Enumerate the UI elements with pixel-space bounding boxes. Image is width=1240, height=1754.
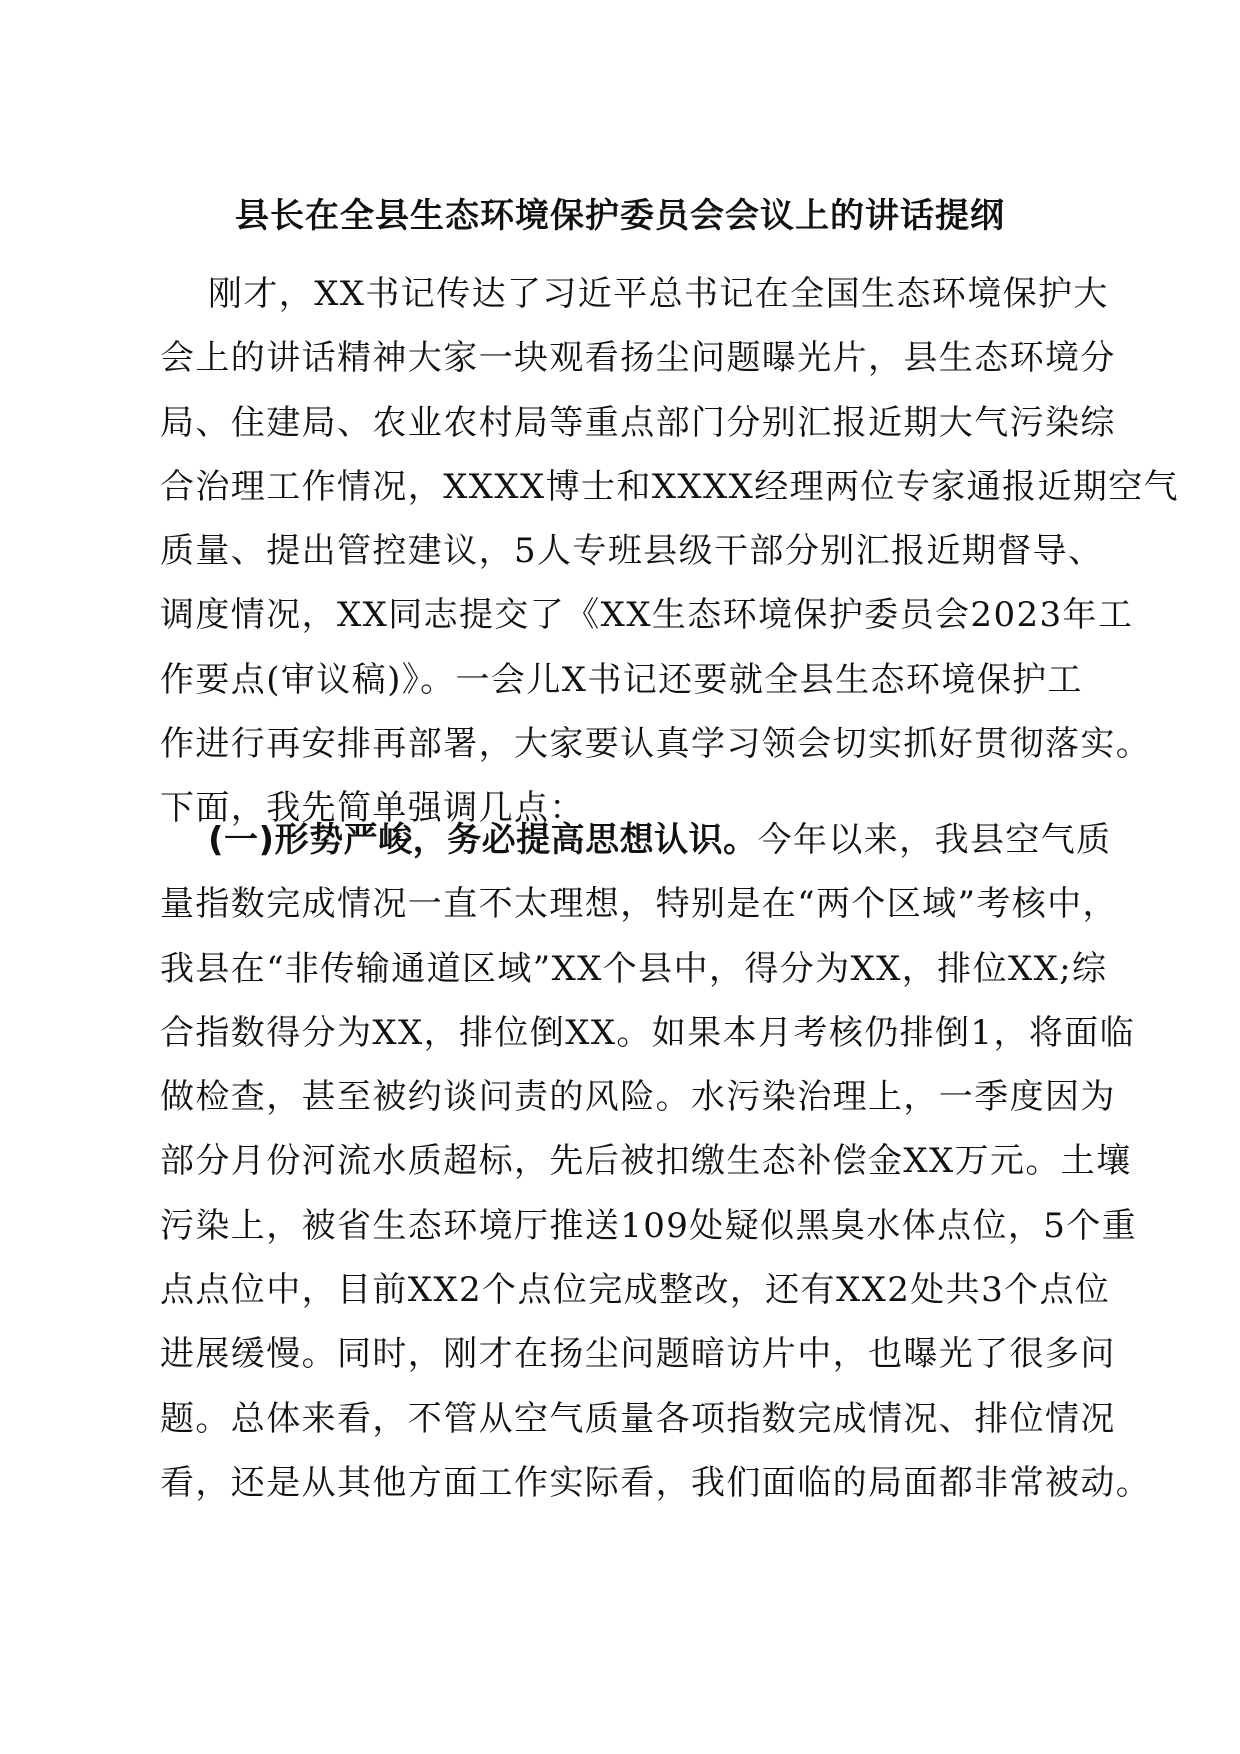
paragraph-line: 作进行再安排再部署，大家要认真学习领会切实抓好贯彻落实。 — [160, 724, 1152, 765]
paragraph-line: 会上的讲话精神大家一块观看扬尘问题曝光片，县生态环境分 — [160, 338, 1116, 379]
paragraph-line: 量指数完成情况一直不太理想，特别是在“两个区域”考核中， — [160, 884, 1118, 925]
paragraph-line: 下面，我先简单强调几点： — [160, 788, 585, 829]
paragraph-line: 点点位中，目前XX2个点位完成整改，还有XX2处共3个点位 — [160, 1270, 1111, 1311]
paragraph-line: 刚才，XX书记传达了习近平总书记在全国生态环境保护大 — [208, 274, 1109, 314]
paragraph-line: 进展缓慢。同时，刚才在扬尘问题暗访片中，也曝光了很多问 — [160, 1334, 1116, 1375]
section-first-line — [160, 808, 1112, 872]
paragraph-line: 我县在“非传输通道区域”XX个县中，得分为XX，排位XX;综 — [160, 948, 1108, 989]
paragraph-line: 看，还是从其他方面工作实际看，我们面临的局面都非常被动。 — [160, 1462, 1152, 1503]
document-title: 县长在全县生态环境保护委员会会议上的讲话提纲 — [235, 196, 1005, 236]
paragraph-line: 合指数得分为XX，排位倒XX。如果本月考核仍排倒1，将面临 — [160, 1012, 1136, 1053]
section-heading: (一)形势严峻，务必提高思想认识。 — [208, 820, 758, 860]
paragraph-line: 做检查，甚至被约谈问责的风险。水污染治理上，一季度因为 — [160, 1077, 1116, 1118]
section-one-paragraph — [160, 808, 1152, 1515]
paragraph-line: 部分月份河流水质超标，先后被扣缴生态补偿金XX万元。土壤 — [160, 1141, 1132, 1182]
paragraph-line: 合治理工作情况，XXXX博士和XXXX经理两位专家通报近期空气 — [160, 466, 1180, 507]
section-first-line-text: 今年以来，我县空气质 — [757, 820, 1112, 860]
paragraph-line: 污染上，被省生态环境厅推送109处疑似黑臭水体点位，5个重 — [160, 1205, 1138, 1246]
paragraph-line: 调度情况，XX同志提交了《XX生态环境保护委员会2023年工 — [160, 595, 1134, 636]
paragraph-line: 题。总体来看，不管从空气质量各项指数完成情况、排位情况 — [160, 1398, 1116, 1439]
paragraph-line: 作要点(审议稿)》。一会儿X书记还要就全县生态环境保护工 — [160, 659, 1083, 700]
paragraph-line: 质量、提出管控建议，5人专班县级干部分别汇报近期督导、 — [160, 531, 1104, 572]
paragraph-line: 局、住建局、农业农村局等重点部门分别汇报近期大气污染综 — [160, 402, 1116, 443]
